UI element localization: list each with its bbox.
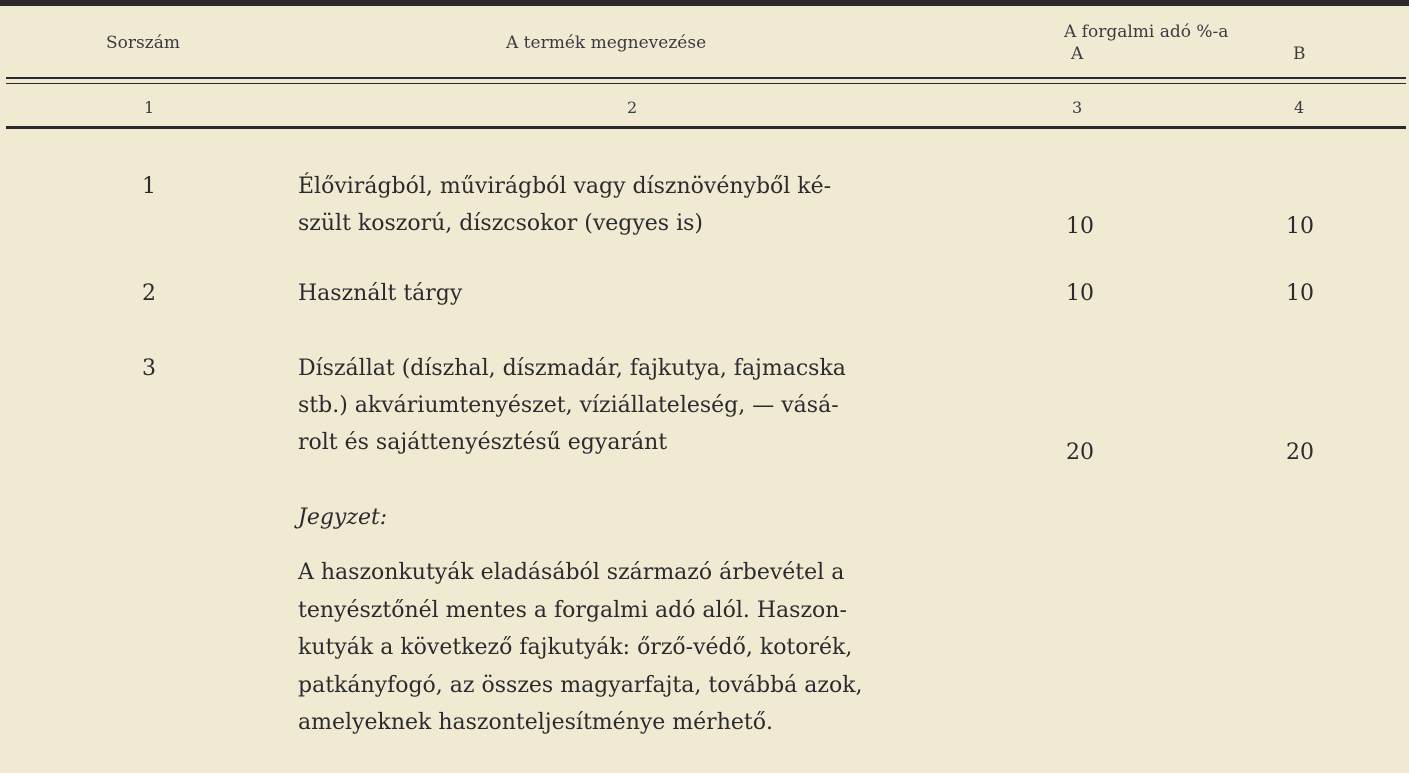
row-1-description bbox=[298, 168, 976, 242]
row-3-line-3: rolt és sajáttenyésztésű egyaránt bbox=[298, 430, 668, 455]
note-line-2: tenyésztőnél mentes a forgalmi adó alól. Haszon- bbox=[298, 597, 847, 623]
column-number-3: 3 bbox=[1072, 98, 1083, 117]
column-number-2: 2 bbox=[627, 98, 638, 117]
header-rule-thin bbox=[6, 83, 1406, 84]
row-3-value-a: 20 bbox=[1066, 440, 1094, 465]
row-3-description bbox=[298, 350, 976, 461]
row-2-description bbox=[298, 275, 976, 312]
row-3-line-2: stb.) akváriumtenyészet, víziállateleség, — vásá- bbox=[298, 393, 839, 418]
header-rule-thick bbox=[6, 77, 1406, 79]
column-number-1: 1 bbox=[144, 98, 155, 117]
column-number-rule bbox=[6, 126, 1406, 129]
column-number-4: 4 bbox=[1294, 98, 1305, 117]
row-2-value-a: 10 bbox=[1066, 281, 1094, 306]
header-col-b: B bbox=[1293, 44, 1306, 64]
top-rule bbox=[0, 0, 1409, 6]
note-line-3: kutyák a következő fajkutyák: őrző-védő, kotorék, bbox=[298, 635, 853, 660]
note-line-4: patkányfogó, az összes magyarfajta, továbbá azok, bbox=[298, 672, 863, 698]
note-line-1: A haszonkutyák eladásából származó árbevétel a bbox=[298, 560, 845, 585]
note-body bbox=[298, 554, 976, 742]
note-title: Jegyzet: bbox=[298, 505, 388, 530]
header-col-a: A bbox=[1071, 44, 1084, 64]
row-3-line-1: Díszállat (díszhal, díszmadár, fajkutya, fajmacska bbox=[298, 356, 846, 381]
header-sorszam: Sorszám bbox=[106, 33, 180, 53]
row-1-value-a: 10 bbox=[1066, 214, 1094, 239]
row-2-line-1: Használt tárgy bbox=[298, 281, 463, 306]
row-1-index: 1 bbox=[142, 174, 156, 199]
row-2-index: 2 bbox=[142, 281, 156, 306]
row-2-value-b: 10 bbox=[1286, 281, 1314, 306]
header-product-name: A termék megnevezése bbox=[506, 33, 707, 53]
row-1-line-2: szült koszorú, díszcsokor (vegyes is) bbox=[298, 211, 703, 236]
row-3-index: 3 bbox=[142, 356, 156, 381]
row-1-line-1: Élővirágból, művirágból vagy dísznövényből ké- bbox=[298, 174, 832, 199]
row-3-value-b: 20 bbox=[1286, 440, 1314, 465]
row-1-value-b: 10 bbox=[1286, 214, 1314, 239]
header-tax-rate: A forgalmi adó %-a bbox=[1064, 22, 1229, 42]
note-line-5: amelyeknek haszonteljesítménye mérhető. bbox=[298, 710, 773, 735]
